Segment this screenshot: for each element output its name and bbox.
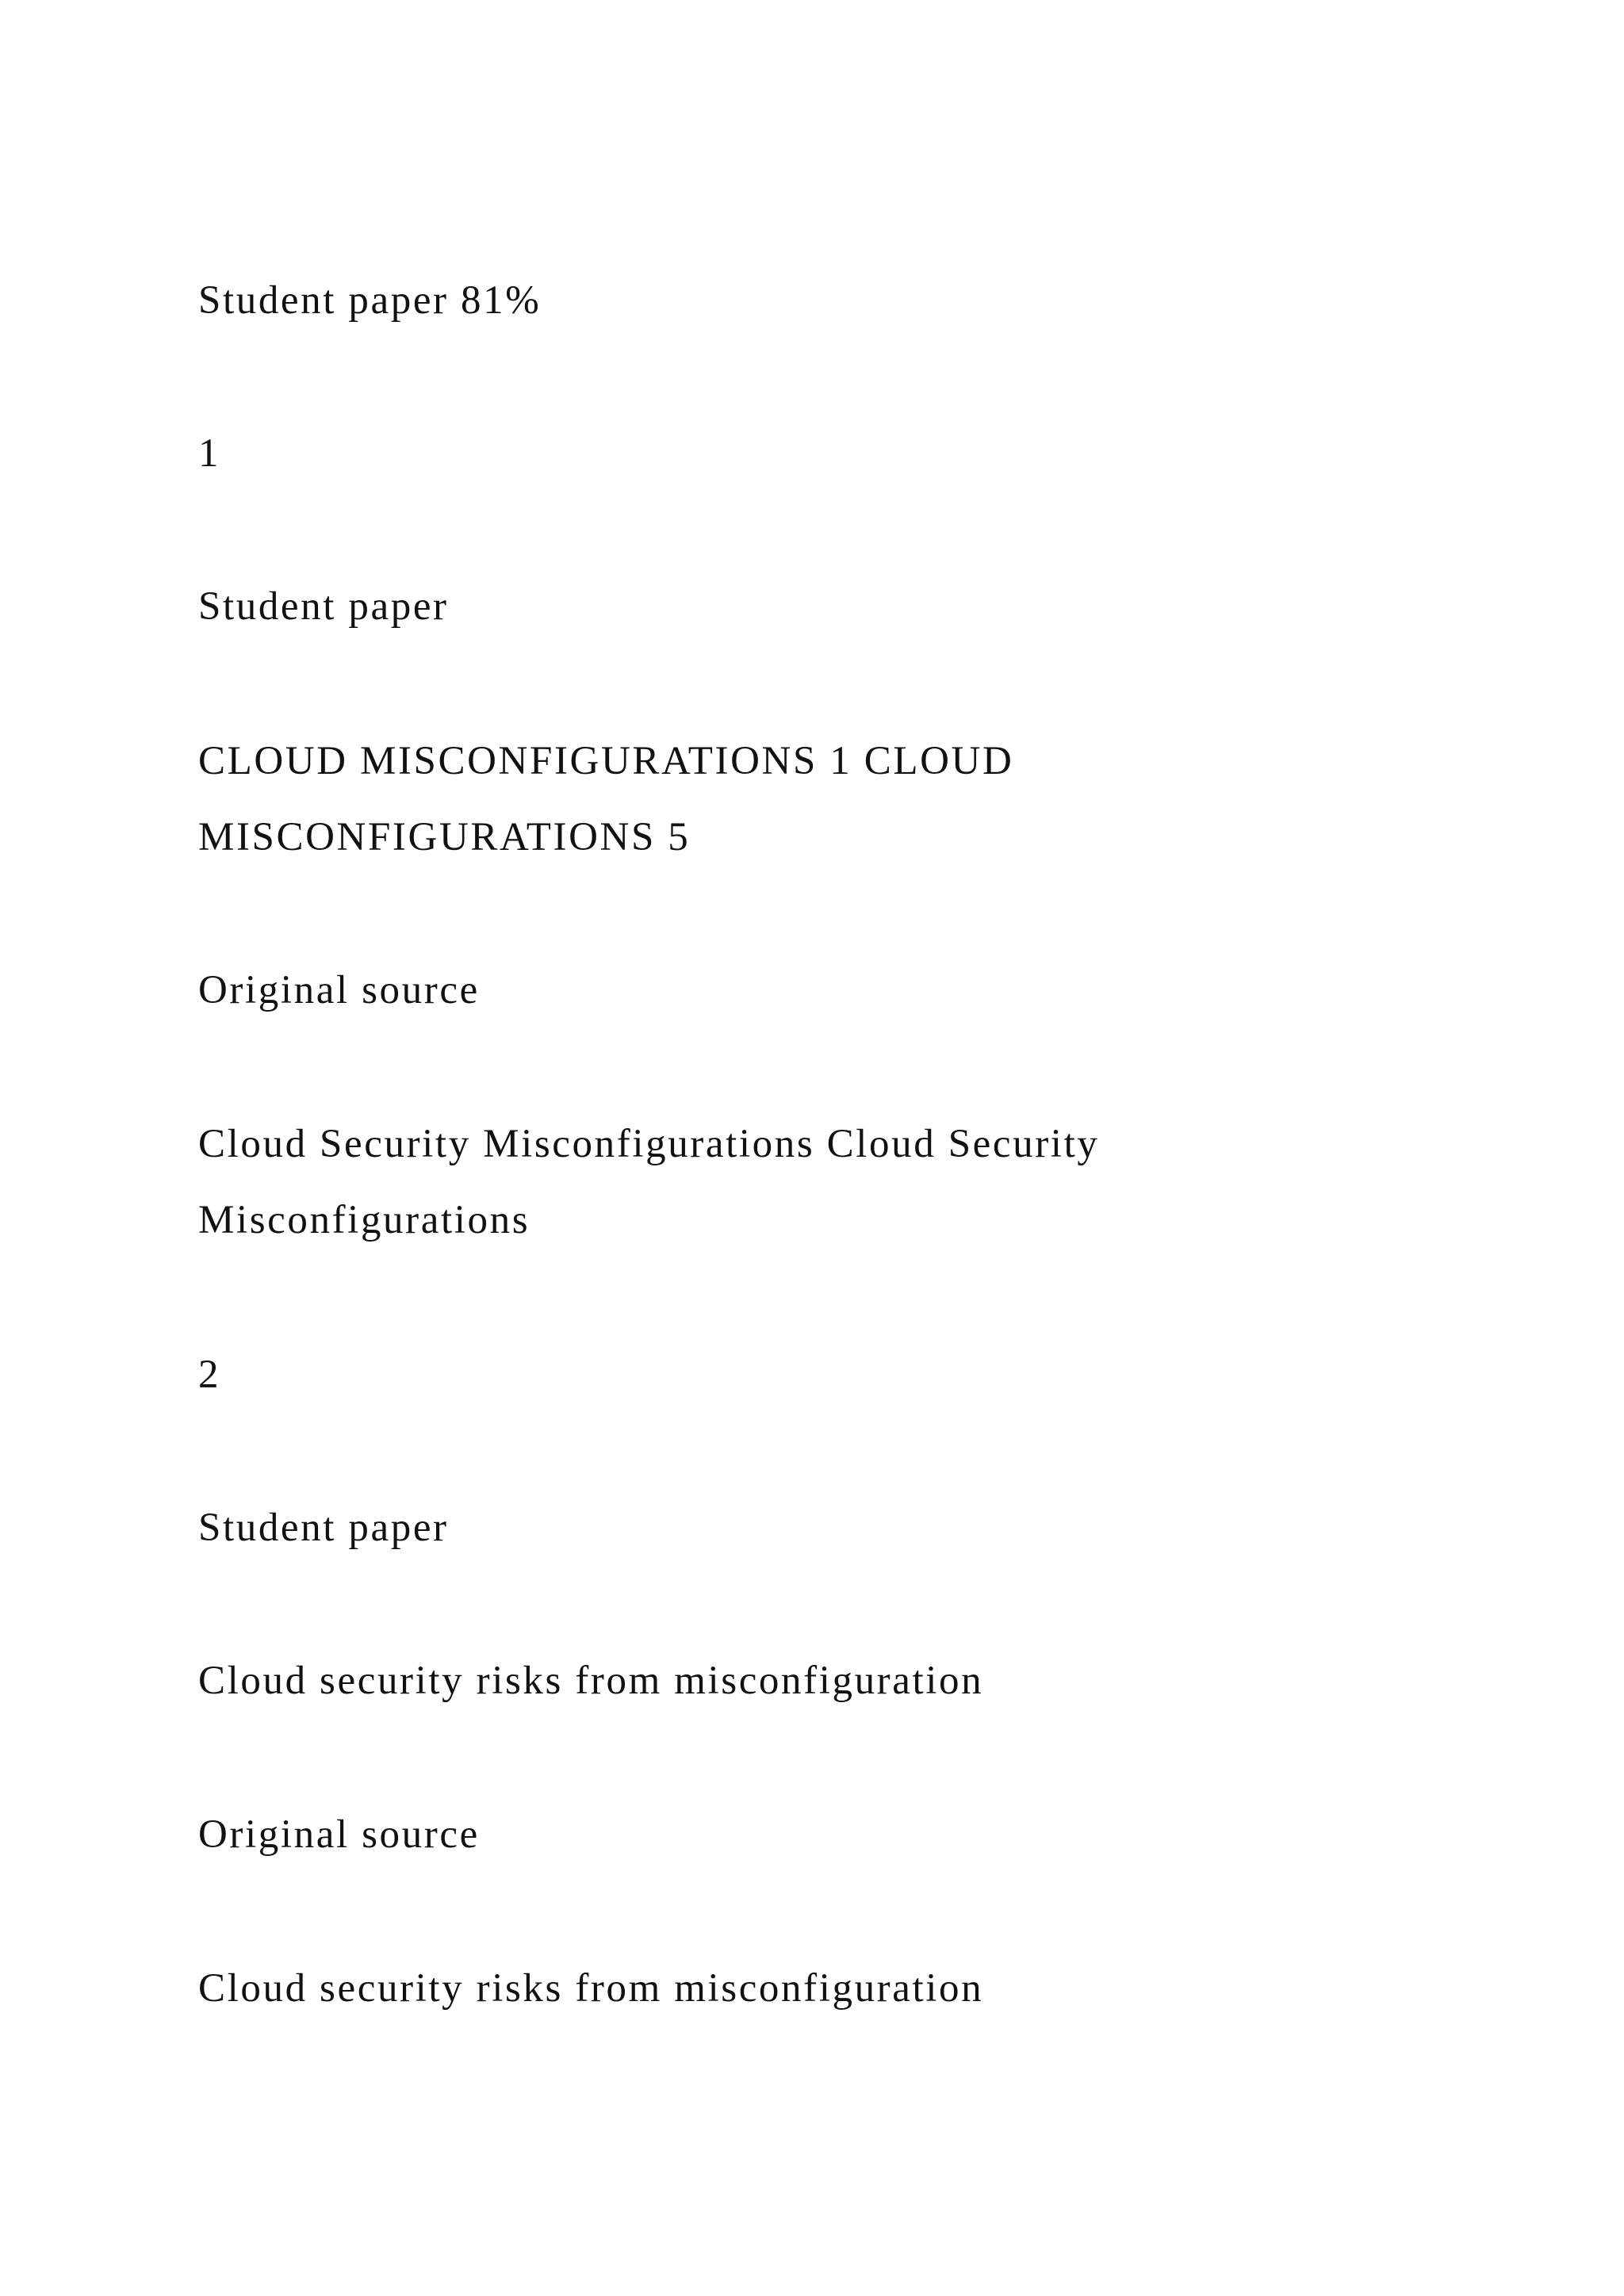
student-paper-text: CLOUD MISCONFIGURATIONS 1 CLOUD MISCONFIGURATIONS 5 — [198, 739, 1014, 859]
match-number: 1 — [198, 431, 221, 476]
original-source-text: Cloud Security Misconfigurations Cloud Security Misconfigurations — [198, 1122, 1100, 1242]
student-paper-label: Student paper — [198, 1506, 449, 1550]
original-source-text: Cloud security risks from misconfiguration — [198, 1966, 984, 2011]
original-source-label: Original source — [198, 1812, 480, 1857]
student-paper-label: Student paper — [198, 584, 449, 629]
student-paper-text: Cloud security risks from misconfiguration — [198, 1659, 984, 1703]
match-number: 2 — [198, 1353, 221, 1397]
original-source-label: Original source — [198, 968, 480, 1012]
match-header: Student paper 81% — [198, 278, 542, 323]
